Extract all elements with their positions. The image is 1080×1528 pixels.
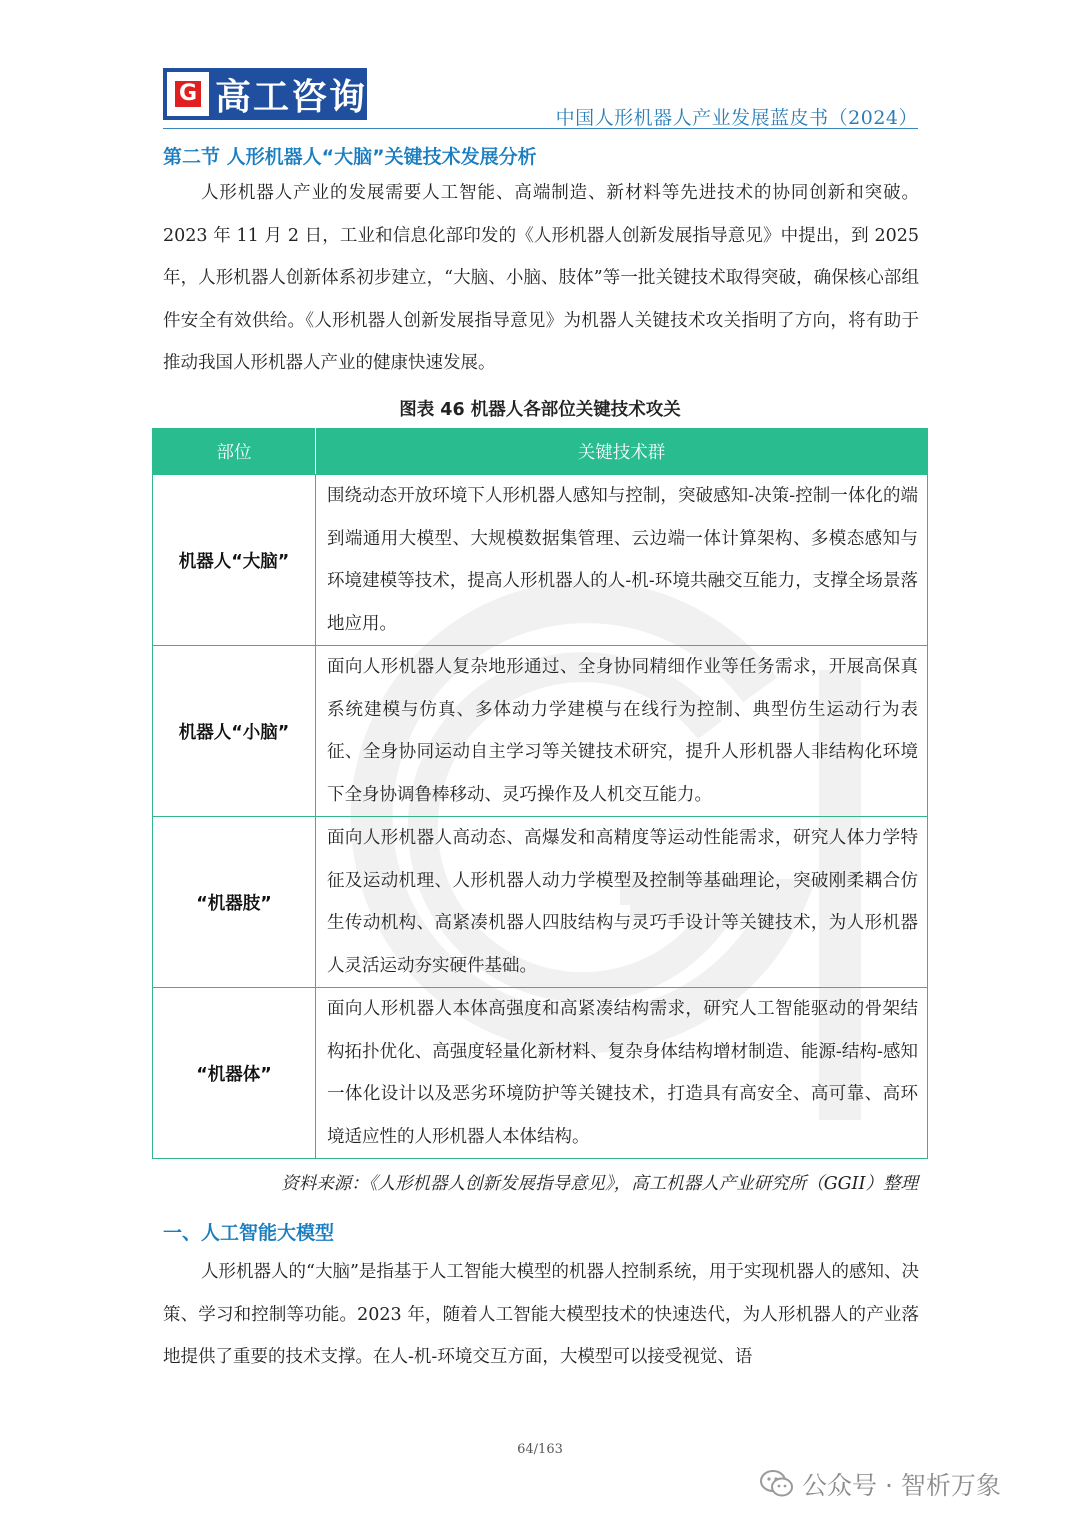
tech-cell: 面向人形机器人高动态、高爆发和高精度等运动性能需求，研究人体力学特征及运动机理、人形机器人动力学模型及控制等基础理论，突破刚柔耦合仿生传动机构、高紧凑机器人四肢结构与灵巧手设计等关键技术，为人形机器人灵活运动夯实硬件基础。 — [316, 817, 928, 988]
tech-table — [152, 428, 928, 1159]
section-title: 第二节 人形机器人“大脑”关键技术发展分析 — [163, 146, 537, 168]
logo-text: 高工咨询 — [214, 76, 367, 118]
company-logo — [163, 68, 367, 120]
report-title: 中国人形机器人产业发展蓝皮书（2024） — [555, 107, 918, 129]
part-cell: 机器人“小脑” — [153, 646, 316, 817]
tech-cell: 面向人形机器人本体高强度和高紧凑结构需求，研究人工智能驱动的骨架结构拓扑优化、高强度轻量化新材料、复杂身体结构增材制造、能源-结构-感知一体化设计以及恶劣环境防护等关键技术，打造具有高安全、高可靠、高环境适应性的人形机器人本体结构。 — [316, 988, 928, 1159]
header-divider — [163, 128, 918, 129]
tech-cell: 围绕动态开放环境下人形机器人感知与控制，突破感知-决策-控制一体化的端到端通用大模型、大规模数据集管理、云边端一体计算架构、多模态感知与环境建模等技术，提高人形机器人的人-机-环境共融交互能力，支撑全场景落地应用。 — [316, 475, 928, 646]
subsection-title: 一、人工智能大模型 — [163, 1222, 335, 1244]
table-header-row — [153, 429, 928, 475]
figure-source: 资料来源：《人形机器人创新发展指导意见》，高工机器人产业研究所（GGII）整理 — [281, 1174, 918, 1194]
table-row — [153, 475, 928, 646]
subsection-body: 人形机器人的“大脑”是指基于人工智能大模型的机器人控制系统，用于实现机器人的感知、决策、学习和控制等功能。2023 年，随着人工智能大模型技术的快速迭代，为人形机器人的产业落地提供了重要的技术支撑。在人-机-环境交互方面，大模型可以接受视觉、语 — [163, 1262, 919, 1367]
wechat-icon — [760, 1469, 794, 1499]
tech-cell: 面向人形机器人复杂地形通过、全身协同精细作业等任务需求，开展高保真系统建模与仿真、多体动力学建模与在线行为控制、典型仿生运动行为表征、全身协同运动自主学习等关键技术研究，提升人形机器人非结构化环境下全身协调鲁棒移动、灵巧操作及人机交互能力。 — [316, 646, 928, 817]
section-intro: 人形机器人产业的发展需要人工智能、高端制造、新材料等先进技术的协同创新和突破。2023 年 11 月 2 日，工业和信息化部印发的《人形机器人创新发展指导意见》中提出，到 2025 年，人形机器人创新体系初步建立，“大脑、小脑、肢体”等一批关键技术取得突破，确保核心部组件安全有效供给。《人形机器人创新发展指导意见》为机器人关键技术攻关指明了方向，将有助于推动我国人形机器人产业的健康快速发展。 — [163, 183, 919, 373]
part-cell: “机器肢” — [153, 817, 316, 988]
credit-text: 公众号 · 智析万象 — [802, 1471, 1001, 1500]
part-cell: “机器体” — [153, 988, 316, 1159]
page-number: 64/163 — [517, 1442, 563, 1457]
table-row — [153, 988, 928, 1159]
wechat-credit — [760, 1466, 1001, 1502]
table-row — [153, 646, 928, 817]
logo-mark — [167, 72, 209, 116]
column-header-part: 部位 — [153, 429, 316, 475]
column-header-tech: 关键技术群 — [316, 429, 928, 475]
table-row — [153, 817, 928, 988]
part-cell: 机器人“大脑” — [153, 475, 316, 646]
logo-letter: G — [175, 81, 201, 107]
figure-caption: 图表 46 机器人各部位关键技术攻关 — [399, 400, 681, 420]
